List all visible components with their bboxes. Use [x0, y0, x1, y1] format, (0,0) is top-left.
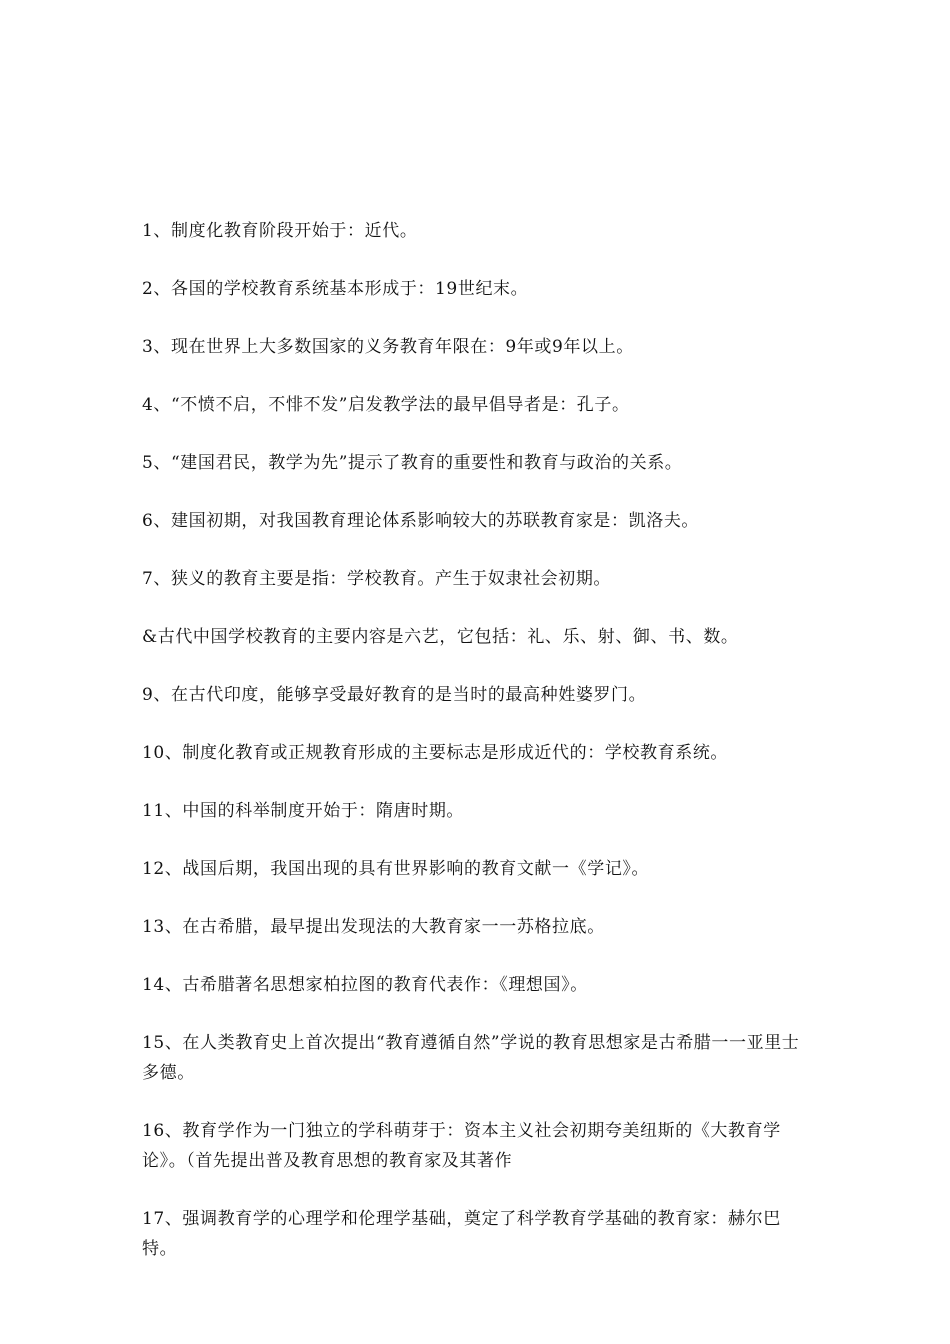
list-item: 5、“建国君民，教学为先”提示了教育的重要性和教育与政治的关系。	[142, 453, 683, 473]
list-item: &古代中国学校教育的主要内容是六艺，它包括：礼、乐、射、御、书、数。	[142, 627, 739, 647]
list-item: 11、中国的科举制度开始于：隋唐时期。	[142, 801, 465, 821]
list-item: 2、各国的学校教育系统基本形成于：19世纪末。	[142, 279, 529, 299]
list-item: 9、在古代印度，能够享受最好教育的是当时的最高种姓婆罗门。	[142, 685, 647, 705]
list-item: 3、现在世界上大多数国家的义务教育年限在：9年或9年以上。	[142, 337, 634, 357]
list-item: 12、战国后期，我国出现的具有世界影响的教育文献一《学记》。	[142, 859, 650, 879]
list-item: 16、教育学作为一门独立的学科萌芽于：资本主义社会初期夸美纽斯的《大教育学论》。（首先提出普及教育思想的教育家及其著作	[142, 1121, 781, 1171]
list-item: 14、古希腊著名思想家柏拉图的教育代表作：《理想国》。	[142, 975, 588, 995]
list-item: 4、“不愤不启，不悱不发”启发教学法的最早倡导者是：孔子。	[142, 395, 630, 415]
list-item: 17、强调教育学的心理学和伦理学基础，奠定了科学教育学基础的教育家：赫尔巴特。	[142, 1209, 781, 1259]
question-list	[142, 216, 802, 1292]
list-item: 10、制度化教育或正规教育形成的主要标志是形成近代的：学校教育系统。	[142, 743, 729, 763]
list-item: 13、在古希腊，最早提出发现法的大教育家一一苏格拉底。	[142, 917, 605, 937]
list-item: 7、狭义的教育主要是指：学校教育。产生于奴隶社会初期。	[142, 569, 612, 589]
list-item: 6、建国初期，对我国教育理论体系影响较大的苏联教育家是：凯洛夫。	[142, 511, 700, 531]
list-item: 15、在人类教育史上首次提出“教育遵循自然”学说的教育思想家是古希腊一一亚里士多德。	[142, 1033, 800, 1083]
list-item: 1、制度化教育阶段开始于：近代。	[142, 221, 418, 241]
